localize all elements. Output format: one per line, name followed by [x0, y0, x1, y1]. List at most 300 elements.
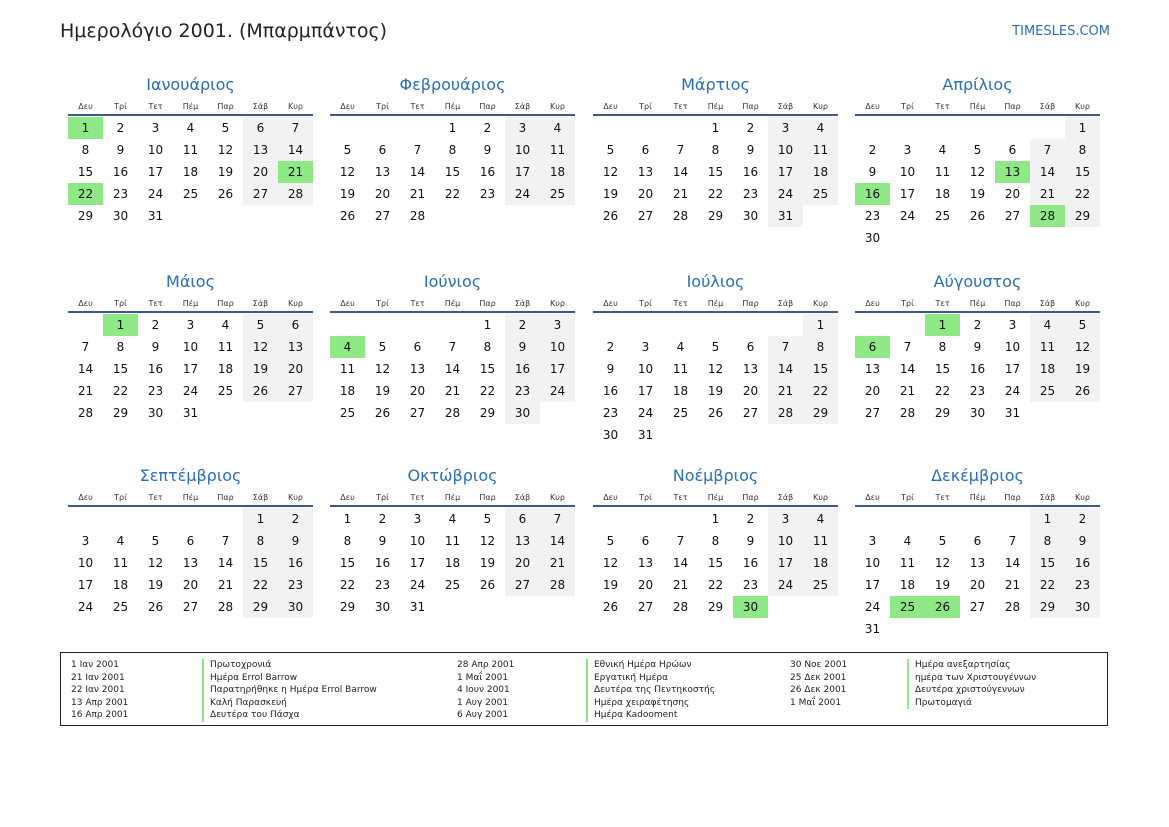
day-cell: 6	[186, 534, 195, 548]
day-cell: 20	[374, 187, 391, 201]
day-cell: 16	[742, 556, 759, 570]
day-cell: 18	[803, 552, 838, 574]
weekday-label: Τετ	[935, 102, 950, 111]
day-cell: 4	[803, 508, 838, 530]
weekday-label: Παρ	[217, 493, 234, 502]
day-cell: 15	[707, 556, 724, 570]
weekday-label: Κυρ	[813, 299, 828, 308]
day-cell: 6	[278, 314, 313, 336]
day-cell: 21	[444, 384, 461, 398]
day-cell: 31	[147, 209, 164, 223]
weekday-label: Δευ	[340, 299, 355, 308]
day-cell: 10	[864, 556, 881, 570]
day-cell: 16	[505, 358, 540, 380]
day-cell: 30	[602, 428, 619, 442]
legend-dates-column	[790, 659, 847, 709]
legend-holiday-name: Δευτέρα της Πεντηκοστής	[586, 684, 715, 697]
day-cell: 14	[1004, 556, 1021, 570]
month-block	[855, 74, 1100, 249]
day-cell: 27	[637, 209, 654, 223]
day-cell: 13	[742, 362, 759, 376]
weekday-header	[330, 100, 575, 116]
day-cell: 24	[147, 187, 164, 201]
day-cell: 5	[973, 143, 982, 157]
legend-dates-column	[457, 659, 514, 722]
day-cell: 13	[374, 165, 391, 179]
weekday-label: Πέμ	[182, 102, 199, 111]
day-cell: 17	[899, 187, 916, 201]
day-cell: 11	[182, 143, 199, 157]
weekday-header	[68, 100, 313, 116]
day-grid	[68, 117, 313, 227]
weekday-label: Τρί	[901, 299, 914, 308]
empty-cell	[768, 314, 803, 336]
weekday-header	[855, 100, 1100, 116]
day-cell: 25	[540, 183, 575, 205]
holiday-day-cell: 4	[330, 336, 365, 358]
day-cell: 6	[1008, 143, 1017, 157]
day-cell: 15	[1030, 552, 1065, 574]
day-cell: 20	[505, 552, 540, 574]
weekday-label: Κυρ	[813, 493, 828, 502]
day-cell: 5	[151, 534, 160, 548]
day-cell: 25	[1030, 380, 1065, 402]
holiday-day-cell: 25	[890, 596, 925, 618]
weekday-label: Σάβ	[777, 493, 794, 502]
empty-cell	[890, 117, 925, 139]
empty-cell	[400, 117, 435, 139]
legend-names-column	[907, 659, 1036, 709]
day-cell: 28	[899, 406, 916, 420]
weekday-label: Τετ	[935, 493, 950, 502]
day-cell: 28	[768, 402, 803, 424]
empty-cell	[628, 508, 663, 530]
day-cell: 19	[479, 556, 496, 570]
day-cell: 6	[973, 534, 982, 548]
weekday-label: Δευ	[865, 299, 880, 308]
day-cell: 10	[1004, 340, 1021, 354]
day-cell: 3	[1008, 318, 1017, 332]
weekday-label: Σάβ	[514, 102, 531, 111]
day-cell: 14	[672, 556, 689, 570]
day-cell: 29	[112, 406, 129, 420]
day-cell: 5	[1065, 314, 1100, 336]
day-cell: 1	[1030, 508, 1065, 530]
day-cell: 30	[278, 596, 313, 618]
empty-cell	[103, 508, 138, 530]
day-cell: 11	[540, 139, 575, 161]
day-cell: 4	[1030, 314, 1065, 336]
empty-cell	[400, 314, 435, 336]
weekday-label: Τρί	[639, 493, 652, 502]
day-cell: 6	[378, 143, 387, 157]
day-grid	[855, 117, 1100, 249]
day-cell: 29	[707, 600, 724, 614]
day-cell: 21	[540, 552, 575, 574]
day-cell: 30	[374, 600, 391, 614]
day-cell: 28	[278, 183, 313, 205]
empty-cell	[138, 508, 173, 530]
day-cell: 8	[116, 340, 125, 354]
day-cell: 30	[112, 209, 129, 223]
month-block	[593, 465, 838, 618]
legend-holiday-name: Καλή Παρασκευή	[202, 697, 377, 710]
day-cell: 17	[77, 578, 94, 592]
day-cell: 17	[505, 161, 540, 183]
day-cell: 18	[339, 384, 356, 398]
day-cell: 13	[409, 362, 426, 376]
weekday-label: Παρ	[742, 102, 759, 111]
holiday-day-cell: 28	[1030, 205, 1065, 227]
day-cell: 2	[116, 121, 125, 135]
day-cell: 27	[1004, 209, 1021, 223]
empty-cell	[855, 314, 890, 336]
weekday-label: Δευ	[78, 493, 93, 502]
day-cell: 26	[969, 209, 986, 223]
day-cell: 9	[505, 336, 540, 358]
day-cell: 10	[899, 165, 916, 179]
day-cell: 31	[182, 406, 199, 420]
holiday-day-cell: 22	[68, 183, 103, 205]
day-cell: 12	[602, 556, 619, 570]
day-cell: 19	[339, 187, 356, 201]
weekday-label: Σάβ	[252, 102, 269, 111]
weekday-label: Τρί	[114, 299, 127, 308]
day-cell: 13	[637, 165, 654, 179]
day-cell: 8	[711, 143, 720, 157]
day-cell: 23	[278, 574, 313, 596]
holiday-day-cell: 13	[995, 161, 1030, 183]
month-block	[68, 465, 313, 618]
day-cell: 29	[339, 600, 356, 614]
legend-dates-column	[71, 659, 128, 722]
day-cell: 17	[1004, 362, 1021, 376]
month-name: Οκτώβριος	[407, 466, 498, 485]
day-cell: 24	[409, 578, 426, 592]
weekday-label: Παρ	[479, 493, 496, 502]
day-cell: 17	[637, 384, 654, 398]
day-cell: 13	[864, 362, 881, 376]
legend-date: 21 Ιαν 2001	[71, 672, 125, 683]
day-cell: 29	[77, 209, 94, 223]
day-cell: 22	[112, 384, 129, 398]
weekday-label: Τρί	[376, 102, 389, 111]
day-cell: 9	[973, 340, 982, 354]
empty-cell	[960, 508, 995, 530]
day-cell: 24	[768, 574, 803, 596]
empty-cell	[733, 314, 768, 336]
weekday-header	[593, 297, 838, 313]
day-cell: 4	[221, 318, 230, 332]
day-cell: 27	[278, 380, 313, 402]
day-cell: 11	[803, 139, 838, 161]
weekday-label: Δευ	[865, 102, 880, 111]
day-cell: 19	[969, 187, 986, 201]
day-cell: 15	[112, 362, 129, 376]
legend-holiday-name: Ημέρα Kadooment	[586, 709, 715, 722]
empty-cell	[330, 117, 365, 139]
day-cell: 18	[112, 578, 129, 592]
day-cell: 28	[672, 600, 689, 614]
day-cell: 18	[672, 384, 689, 398]
day-cell: 2	[278, 508, 313, 530]
weekday-label: Σάβ	[514, 493, 531, 502]
day-cell: 1	[803, 314, 838, 336]
day-cell: 2	[1065, 508, 1100, 530]
empty-cell	[435, 314, 470, 336]
weekday-label: Σάβ	[514, 299, 531, 308]
day-cell: 12	[707, 362, 724, 376]
day-cell: 9	[151, 340, 160, 354]
day-cell: 2	[505, 314, 540, 336]
weekday-label: Κυρ	[1075, 102, 1090, 111]
empty-cell	[208, 508, 243, 530]
day-cell: 30	[742, 209, 759, 223]
legend-holiday-name: Ημέρα Errol Barrow	[202, 672, 377, 685]
weekday-label: Σάβ	[1039, 299, 1056, 308]
legend-names-column	[586, 659, 715, 722]
weekday-label: Κυρ	[550, 299, 565, 308]
day-cell: 22	[707, 187, 724, 201]
day-cell: 15	[479, 362, 496, 376]
day-cell: 7	[221, 534, 230, 548]
legend-date: 30 Νοε 2001	[790, 660, 848, 670]
weekday-label: Τετ	[148, 299, 163, 308]
day-cell: 27	[637, 600, 654, 614]
day-cell: 27	[182, 600, 199, 614]
day-cell: 30	[969, 406, 986, 420]
weekday-label: Τρί	[901, 102, 914, 111]
day-cell: 9	[278, 530, 313, 552]
day-cell: 5	[606, 143, 615, 157]
day-cell: 30	[505, 402, 540, 424]
day-cell: 21	[77, 384, 94, 398]
empty-cell	[663, 314, 698, 336]
day-cell: 23	[374, 578, 391, 592]
day-cell: 21	[217, 578, 234, 592]
legend-holiday-name: Δευτέρα χριστούγεννων	[907, 684, 1036, 697]
empty-cell	[68, 508, 103, 530]
empty-cell	[628, 117, 663, 139]
day-cell: 14	[444, 362, 461, 376]
page-title: Ημερολόγιο 2001. (Μπαρμπάντος)	[60, 20, 388, 42]
day-cell: 7	[676, 143, 685, 157]
holiday-day-cell: 21	[278, 161, 313, 183]
day-cell: 22	[707, 578, 724, 592]
day-cell: 3	[903, 143, 912, 157]
empty-cell	[365, 314, 400, 336]
day-cell: 5	[938, 534, 947, 548]
day-cell: 7	[81, 340, 90, 354]
weekday-label: Παρ	[479, 299, 496, 308]
day-cell: 11	[339, 362, 356, 376]
day-cell: 23	[864, 209, 881, 223]
day-cell: 1	[711, 512, 720, 526]
day-cell: 27	[969, 600, 986, 614]
weekday-label: Τετ	[148, 493, 163, 502]
weekday-label: Τετ	[673, 299, 688, 308]
day-cell: 13	[182, 556, 199, 570]
day-cell: 27	[742, 406, 759, 420]
day-cell: 2	[746, 121, 755, 135]
day-cell: 3	[768, 508, 803, 530]
day-cell: 24	[77, 600, 94, 614]
day-cell: 29	[1065, 205, 1100, 227]
day-cell: 5	[221, 121, 230, 135]
day-cell: 17	[540, 358, 575, 380]
weekday-label: Κυρ	[1075, 493, 1090, 502]
empty-cell	[925, 508, 960, 530]
day-cell: 3	[413, 512, 422, 526]
weekday-label: Σάβ	[777, 102, 794, 111]
day-cell: 10	[768, 530, 803, 552]
day-cell: 24	[540, 380, 575, 402]
day-cell: 26	[243, 380, 278, 402]
day-cell: 16	[1065, 552, 1100, 574]
day-cell: 20	[278, 358, 313, 380]
legend-date: 1 Μαΐ 2001	[457, 672, 509, 683]
day-cell: 1	[243, 508, 278, 530]
day-cell: 14	[768, 358, 803, 380]
empty-cell	[995, 117, 1030, 139]
day-cell: 16	[374, 556, 391, 570]
day-cell: 14	[77, 362, 94, 376]
day-cell: 12	[147, 556, 164, 570]
day-cell: 15	[243, 552, 278, 574]
day-cell: 19	[1065, 358, 1100, 380]
empty-cell	[593, 314, 628, 336]
day-cell: 7	[1030, 139, 1065, 161]
day-cell: 15	[444, 165, 461, 179]
day-cell: 24	[637, 406, 654, 420]
day-cell: 8	[81, 143, 90, 157]
day-cell: 23	[602, 406, 619, 420]
month-block	[330, 465, 575, 618]
day-cell: 16	[278, 552, 313, 574]
day-cell: 30	[864, 231, 881, 245]
weekday-label: Κυρ	[288, 102, 303, 111]
day-cell: 7	[278, 117, 313, 139]
month-block	[68, 74, 313, 227]
day-cell: 18	[540, 161, 575, 183]
holiday-day-cell: 1	[925, 314, 960, 336]
day-cell: 19	[602, 578, 619, 592]
day-cell: 5	[711, 340, 720, 354]
day-cell: 25	[444, 578, 461, 592]
day-cell: 21	[1004, 578, 1021, 592]
day-cell: 5	[483, 512, 492, 526]
empty-cell	[890, 508, 925, 530]
day-grid	[593, 508, 838, 618]
day-cell: 22	[339, 578, 356, 592]
day-cell: 4	[803, 117, 838, 139]
day-cell: 3	[186, 318, 195, 332]
month-name: Ιούνιος	[423, 272, 482, 291]
weekday-label: Πέμ	[707, 299, 724, 308]
day-cell: 7	[676, 534, 685, 548]
empty-cell	[925, 117, 960, 139]
weekday-label: Πέμ	[707, 493, 724, 502]
day-cell: 26	[707, 406, 724, 420]
day-cell: 18	[217, 362, 234, 376]
day-cell: 22	[934, 384, 951, 398]
day-cell: 30	[1065, 596, 1100, 618]
day-cell: 26	[479, 578, 496, 592]
day-cell: 26	[374, 406, 391, 420]
day-cell: 11	[1030, 336, 1065, 358]
day-cell: 15	[934, 362, 951, 376]
day-cell: 23	[969, 384, 986, 398]
day-cell: 1	[711, 121, 720, 135]
day-cell: 1	[1065, 117, 1100, 139]
weekday-header	[855, 491, 1100, 507]
day-cell: 17	[182, 362, 199, 376]
day-cell: 21	[1030, 183, 1065, 205]
empty-cell	[890, 314, 925, 336]
day-cell: 28	[77, 406, 94, 420]
weekday-label: Τετ	[148, 102, 163, 111]
day-cell: 15	[77, 165, 94, 179]
day-cell: 27	[409, 406, 426, 420]
weekday-label: Τρί	[901, 493, 914, 502]
weekday-label: Παρ	[742, 299, 759, 308]
day-cell: 26	[339, 209, 356, 223]
weekday-header	[593, 100, 838, 116]
day-cell: 18	[444, 556, 461, 570]
month-name: Ιούλιος	[686, 272, 745, 291]
day-cell: 7	[768, 336, 803, 358]
day-grid	[330, 508, 575, 618]
holiday-day-cell: 1	[68, 117, 103, 139]
weekday-header	[855, 297, 1100, 313]
day-cell: 28	[672, 209, 689, 223]
month-name: Απρίλιος	[942, 75, 1013, 94]
weekday-label: Πέμ	[969, 493, 986, 502]
weekday-label: Τρί	[639, 299, 652, 308]
weekday-label: Δευ	[78, 299, 93, 308]
day-cell: 19	[217, 165, 234, 179]
day-cell: 5	[243, 314, 278, 336]
day-cell: 29	[1030, 596, 1065, 618]
day-cell: 8	[483, 340, 492, 354]
day-cell: 10	[77, 556, 94, 570]
brand-link[interactable]: TIMESLES.COM	[1012, 24, 1110, 39]
weekday-header	[68, 491, 313, 507]
day-cell: 25	[182, 187, 199, 201]
weekday-label: Πέμ	[969, 299, 986, 308]
day-cell: 13	[243, 139, 278, 161]
day-cell: 9	[606, 362, 615, 376]
day-cell: 20	[637, 578, 654, 592]
weekday-label: Παρ	[217, 299, 234, 308]
weekday-label: Τετ	[410, 299, 425, 308]
day-cell: 12	[243, 336, 278, 358]
day-cell: 3	[641, 340, 650, 354]
day-cell: 1	[483, 318, 492, 332]
legend-holiday-name: Ημέρα ανεξαρτησίας	[907, 659, 1036, 672]
empty-cell	[365, 117, 400, 139]
month-block	[330, 271, 575, 424]
empty-cell	[663, 117, 698, 139]
day-cell: 20	[1004, 187, 1021, 201]
month-block	[593, 74, 838, 227]
day-cell: 14	[899, 362, 916, 376]
day-grid	[68, 314, 313, 424]
day-cell: 5	[606, 534, 615, 548]
weekday-label: Κυρ	[813, 102, 828, 111]
day-cell: 8	[1030, 530, 1065, 552]
weekday-label: Τρί	[114, 102, 127, 111]
